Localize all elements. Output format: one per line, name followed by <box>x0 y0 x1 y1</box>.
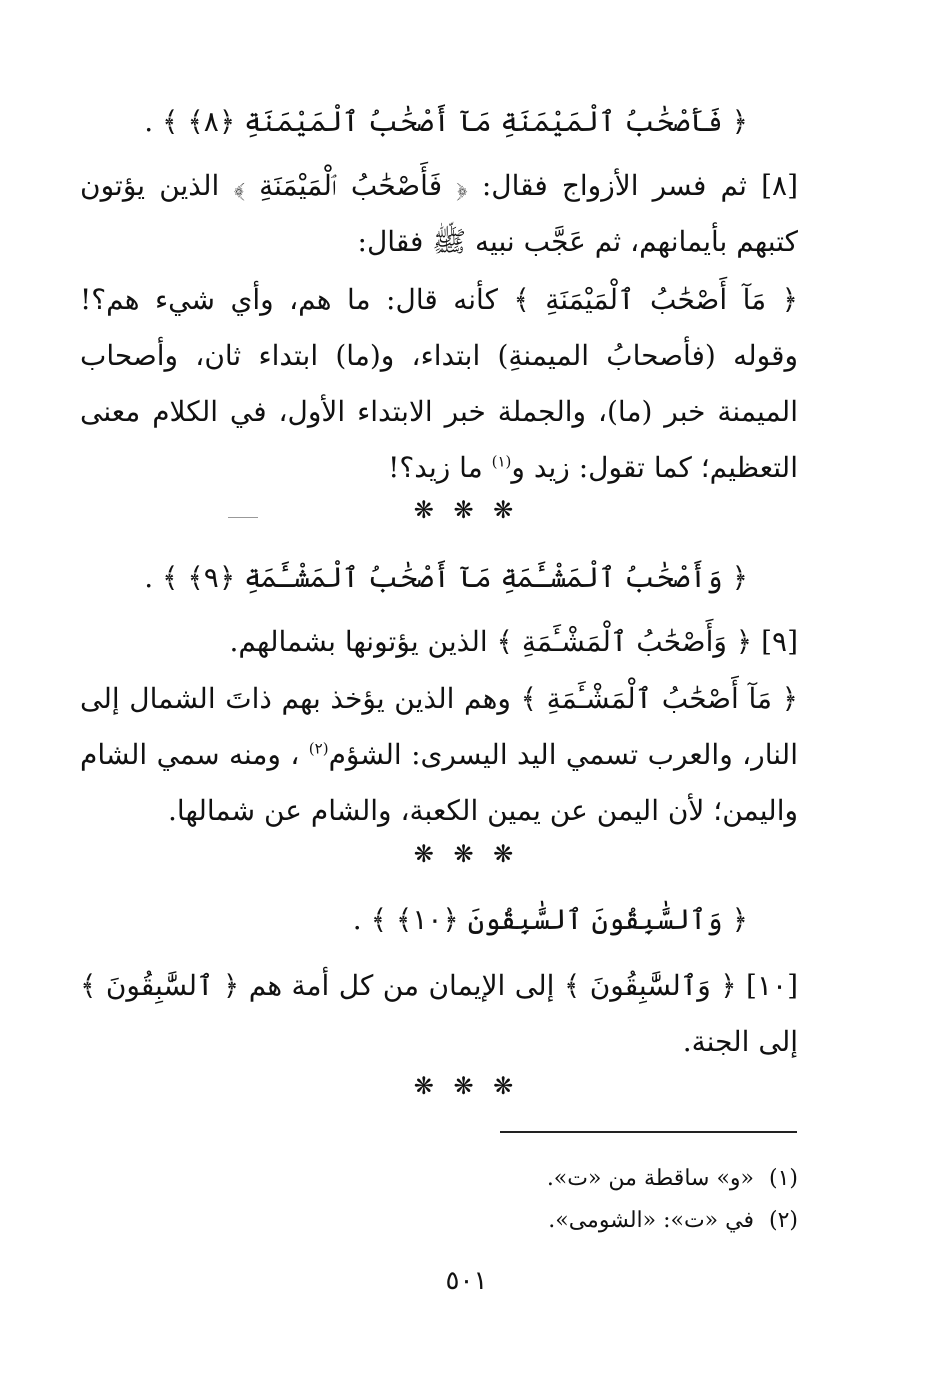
footnote-ref-2: (٢) <box>308 739 329 758</box>
paragraph-9-commentary <box>80 671 798 839</box>
footnote-2 <box>80 1206 798 1236</box>
footnote-divider <box>500 1131 797 1133</box>
paragraph-8-commentary-end: ما زيد؟! <box>388 451 492 484</box>
footnote-1-number: (١) <box>768 1166 798 1191</box>
verse-10: ﴿ وَٱلسَّٰبِقُونَ ٱلسَّٰبِقُونَ ﴿١٠﴾ ﴾ . <box>352 903 748 936</box>
section-separator-3: ❋ ❋ ❋ <box>413 1072 520 1100</box>
paragraph-8-commentary <box>80 272 798 496</box>
footnote-2-text: في «ت»: «الشومى». <box>548 1208 754 1233</box>
footnote-1-text: «و» ساقطة من «ت». <box>546 1166 754 1191</box>
footnote-2-number: (٢) <box>768 1208 798 1233</box>
verse-8: ﴿ فَأَصْحَٰبُ ٱلْمَيْمَنَةِ مَآ أَصْحَٰبُ ٱلْمَيْمَنَةِ ﴿٨﴾ ﴾ . <box>144 105 748 138</box>
section-separator-2: ❋ ❋ ❋ <box>413 840 520 868</box>
footnote-1 <box>80 1164 798 1194</box>
section-separator-1: ❋ ❋ ❋ <box>413 496 520 524</box>
footnote-ref-1: (١) <box>491 452 512 471</box>
scan-mark <box>228 517 258 518</box>
paragraph-8-commentary-text: ﴿ مَآ أَصْحَٰبُ ٱلْمَيْمَنَةِ ﴾ كأنه قال: ما هم، وأي شيء هم؟! وقوله (فأصحابُ الميمنةِ) ابتداء، و(ما) ابتداء ثان، وأصحاب الميمنة خبر (ما)، والجملة خبر الابتداء الأول، في الكلام معنى التعظيم؛ كما تقول: زيد و <box>80 283 798 484</box>
paragraph-8-explanation: [٨] ثم فسر الأزواج فقال: ﴿ فَأَصْحَٰبُ ٱلْمَيْمَنَةِ ﴾ الذين يؤتون كتبهم بأيمانهم، ثم عَجَّب نبيه ﷺ فقال: <box>80 169 798 258</box>
verse-9: ﴿ وَأَصْحَٰبُ ٱلْمَشْـَٔمَةِ مَآ أَصْحَٰبُ ٱلْمَشْـَٔمَةِ ﴿٩﴾ ﴾ . <box>144 561 748 594</box>
paragraph-9-commentary-text: ﴿ مَآ أَصْحَٰبُ ٱلْمَشْـَٔمَةِ ﴾ وهم الذين يؤخذ بهم ذاتَ الشمال إلى النار، والعرب تسمي اليد اليسرى: الشؤم <box>80 682 798 771</box>
paragraph-9-explanation: [٩] ﴿ وَأَصْحَٰبُ ٱلْمَشْـَٔمَةِ ﴾ الذين يؤتونها بشمالهم. <box>229 625 798 658</box>
paragraph-10-explanation: [١٠] ﴿ وَٱلسَّٰبِقُونَ ﴾ إلى الإيمان من كل أمة هم ﴿ ٱلسَّٰبِقُونَ ﴾ إلى الجنة. <box>80 969 798 1058</box>
paragraph-9-commentary-end: ، ومنه سمي الشام واليمن؛ لأن اليمن عن يمين الكعبة، والشام عن شمالها. <box>80 738 798 827</box>
page-number: ٥٠١ <box>445 1266 488 1296</box>
